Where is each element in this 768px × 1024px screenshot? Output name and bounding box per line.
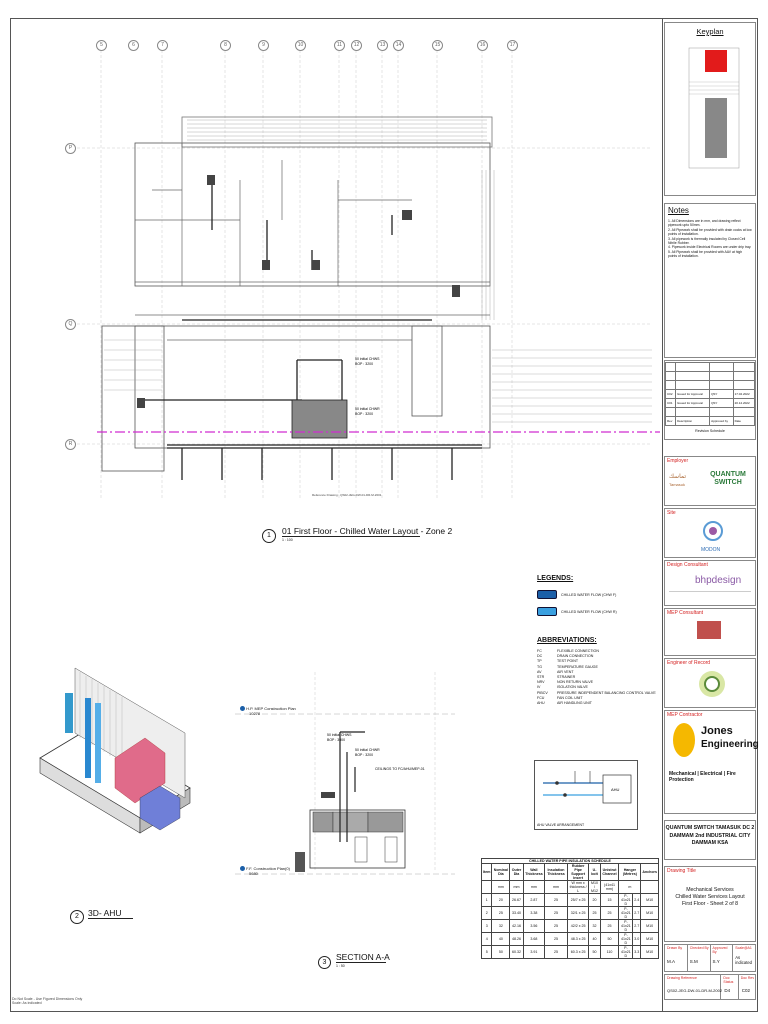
schedule-cell: P-41x21 D	[619, 920, 633, 933]
schedule-header: Nominal Dia	[492, 864, 510, 881]
schedule-row	[482, 894, 659, 907]
schedule-cell: 4	[482, 933, 492, 946]
view-title: SECTION A-A	[336, 952, 390, 962]
signoff-box	[664, 944, 756, 972]
insulation-schedule	[481, 858, 659, 959]
schedule-cell: P-41x21 D	[619, 933, 633, 946]
keyplan-drawing	[665, 36, 755, 186]
schedule-cell: 50	[492, 946, 510, 959]
mep-contractor-label: MEP Contractor	[667, 712, 703, 718]
schedule-cell: 25	[492, 907, 510, 920]
grid-bubble-row: P	[65, 143, 76, 154]
doc-rev: Doc Rev C02	[740, 976, 755, 993]
grid-bubble: 15	[432, 40, 443, 51]
schedule-cell: 2.7	[633, 920, 641, 933]
employer-label: Employer	[667, 458, 689, 464]
svg-text:MODON: MODON	[701, 547, 721, 553]
note-line: 1. All Dimensions are in mm, and drawing reflect pipework upto 50mm.	[668, 219, 741, 228]
schedule-cell: 2.4	[633, 894, 641, 907]
schedule-cell: P-41x21 D	[619, 946, 633, 959]
schedule-cell: 25/7 x 25	[567, 894, 589, 907]
schedule-unit: mm	[545, 881, 568, 894]
checked-by: Checked By S.M	[688, 945, 711, 971]
view-scale: 1 : 50	[336, 964, 345, 968]
abbreviation-item: IV ISOLATION VALVE	[537, 685, 588, 690]
drawing-title-line: Mechanical Services	[686, 887, 734, 893]
abbreviation-item: TG TEMPERATURE GAUGE	[537, 664, 598, 669]
footer-note: Do Not Scale - Use Figured Dimensions Only Scale: As indicated	[12, 997, 83, 1005]
project-box	[664, 820, 756, 860]
drawing-ref-box	[664, 974, 756, 1000]
schedule-cell: 33.40	[510, 907, 523, 920]
plan-chws-bop: BOP : 3200	[355, 362, 374, 366]
section-pipe2-bop: BOP : 3200	[355, 753, 374, 757]
abbreviation-item: AHU AIR HANDLING UNIT	[537, 701, 592, 706]
legend-item: CHILLED WATER FLOW (CHW F)	[537, 590, 657, 599]
schedule-cell: 3.56	[523, 920, 545, 933]
schedule-cell: 25	[600, 907, 619, 920]
site-label: Site	[667, 510, 676, 516]
schedule-cell: 3	[482, 920, 492, 933]
grid-bubble: 14	[393, 40, 404, 51]
schedule-cell: P-41x21 D	[619, 894, 633, 907]
grid-bubble: 7	[157, 40, 168, 51]
schedule-unit: m	[619, 881, 641, 894]
schedule-cell: 42/2 x 25	[567, 920, 589, 933]
schedule-cell: 5	[482, 946, 492, 959]
schedule-cell: M10	[641, 920, 659, 933]
schedule-cell: 3.3	[633, 946, 641, 959]
legend-item: CHILLED WATER FLOW (CHW R)	[537, 607, 657, 616]
keyplan-box	[664, 22, 756, 196]
grid-bubble-row: Q	[65, 319, 76, 330]
schedule-cell: 2.7	[633, 907, 641, 920]
design-consultant-box	[664, 560, 756, 606]
grid-bubble: 13	[377, 40, 388, 51]
contractor-brand-1: Jones	[701, 725, 733, 737]
notes-title: Notes	[668, 206, 689, 215]
view-number: 3	[318, 956, 331, 969]
schedule-cell: 25	[600, 920, 619, 933]
schedule-cell: M10	[641, 907, 659, 920]
engineer-label: Engineer of Record	[667, 660, 711, 666]
scale: Scale@A1 As indicated	[735, 946, 753, 965]
schedule-header: Item	[482, 864, 492, 881]
schedule-cell: 32	[492, 920, 510, 933]
drawing-title-line: First Floor - Sheet 2 of 8	[682, 901, 738, 907]
grid-bubble: 5	[96, 40, 107, 51]
abbreviation-item: STR STRAINER	[537, 675, 576, 680]
abbreviation-item: FCU FAN COIL UNIT	[537, 695, 583, 700]
schedule-row	[482, 933, 659, 946]
schedule-cell: 2	[482, 907, 492, 920]
schedule-cell: 42.16	[510, 920, 523, 933]
contractor-brand-2: Engineering	[701, 739, 759, 750]
schedule-unit: (41x41 mm)	[600, 881, 619, 894]
note-line: 5. All Pipework shall be provided with AAV at high points of installation.	[668, 249, 743, 259]
section-pipe2: 50 initial CHWR	[355, 748, 380, 752]
schedule-unit	[482, 881, 492, 894]
valve-detail	[534, 760, 638, 830]
section-pipe1: 50 initial CHWS	[327, 733, 352, 737]
schedule-cell: M10	[641, 894, 659, 907]
employer-latin: Tamasuk	[669, 482, 686, 487]
schedule-cell: 40	[492, 933, 510, 946]
abbreviations-list	[537, 649, 657, 706]
section-level-top: H.P. MEP Construction Plan 10278	[240, 706, 296, 716]
view-title-section	[318, 952, 408, 970]
section-level-bottom: F.F. Construction Plan(0) 5680	[240, 866, 290, 876]
schedule-header: U-bolt	[589, 864, 600, 881]
valve-detail-drawing	[535, 761, 637, 821]
valve-detail-ahu: AHU	[611, 787, 620, 792]
engineer-box	[664, 658, 756, 708]
notes-box	[664, 203, 756, 358]
drawn-by: Drawn By M.A	[665, 945, 688, 971]
schedule-unit: W mm x thickness / L	[567, 881, 589, 894]
project-line: DAMMAM 2nd INDUSTRIAL CITY	[669, 832, 751, 839]
site-logo	[693, 515, 733, 555]
grid-bubble: 12	[351, 40, 362, 51]
grid-bubble: 8	[220, 40, 231, 51]
schedule-header: Wall Thickness	[523, 864, 545, 881]
plan-chwr-label: 50 initial CHWR	[355, 407, 380, 411]
design-consultant-label: Design Consultant	[667, 562, 708, 568]
revision-caption: Revision Schedule	[695, 429, 725, 433]
schedule-header: Outer Dia	[510, 864, 523, 881]
abbreviation-item: AV AIR VENT	[537, 669, 574, 674]
schedule-row	[482, 946, 659, 959]
schedule-cell: 50	[600, 933, 619, 946]
schedule-header: Anchors	[641, 864, 659, 881]
revision-headers: Rev Description Approved by Date	[666, 417, 755, 426]
schedule-cell: 3.68	[523, 933, 545, 946]
revision-schedule	[664, 360, 756, 440]
legend	[537, 575, 657, 616]
legend-title: LEGENDS:	[537, 575, 574, 582]
schedule-cell: 40	[589, 933, 600, 946]
schedule-cell: 25	[545, 946, 568, 959]
abbreviation-item: NRV NON RETURN VALVE	[537, 680, 594, 685]
note-line: 4. Pipework inside Electrical Rooms are under drip tray.	[668, 245, 752, 250]
schedule-unit	[641, 881, 659, 894]
mep-consultant-label: MEP Consultant	[667, 610, 704, 616]
schedule-cell: 26.67	[510, 894, 523, 907]
schedule-cell: 60.3 x 25	[567, 946, 589, 959]
view-title: 01 First Floor - Chilled Water Layout - Zone 2	[282, 526, 453, 536]
iso-ahu-drawing	[30, 658, 200, 858]
note-line: 2. All Pipework shall be provided with drain cocks at low points of installation.	[668, 227, 752, 237]
schedule-cell: 25	[545, 907, 568, 920]
schedule-cell: M10	[641, 933, 659, 946]
doc-status: Doc Status D4	[721, 975, 738, 999]
schedule-header: Rubber Pipe Support Insert	[567, 864, 589, 881]
employer-brand: QUANTUM SWITCH	[710, 471, 746, 486]
schedule-unit: mm	[510, 881, 523, 894]
mep-consultant-box	[664, 608, 756, 656]
schedule-cell: 3.38	[523, 907, 545, 920]
schedule-cell: 20	[492, 894, 510, 907]
plan-drawing	[12, 20, 660, 540]
revision-row: C02 Issued for Approval QSY 17.02.2022	[666, 390, 755, 399]
project-line: QUANTUM SWITCH TAMASUK DC 2	[665, 825, 755, 831]
mep-contractor-box	[664, 710, 759, 814]
drawing-title-box	[664, 866, 756, 942]
view-number: 1	[262, 529, 276, 543]
abbreviations-title: ABBREVIATIONS:	[537, 637, 597, 644]
schedule-table	[481, 863, 659, 959]
schedule-cell: 20	[589, 894, 600, 907]
schedule-row	[482, 907, 659, 920]
schedule-cell: 25	[589, 907, 600, 920]
abbreviation-item: DC DRAIN CONNECTION	[537, 654, 594, 659]
schedule-cell: M10	[641, 946, 659, 959]
schedule-cell: 3.91	[523, 946, 545, 959]
schedule-unit: mm	[492, 881, 510, 894]
schedule-cell: 48.3 x 25	[567, 933, 589, 946]
site-box	[664, 508, 756, 558]
view-title: 3D- AHU	[88, 908, 122, 918]
contractor-logo-mark	[673, 723, 695, 757]
schedule-header: Insulation Thickness	[545, 864, 568, 881]
schedule-unit: mm	[523, 881, 545, 894]
schedule-cell: P-41x21 D	[619, 907, 633, 920]
grid-bubble: 9	[258, 40, 269, 51]
schedule-cell: 25	[545, 920, 568, 933]
schedule-row	[482, 920, 659, 933]
drawing-title-label: Drawing Title	[667, 868, 696, 874]
employer-arabic: تماسك	[669, 474, 687, 480]
schedule-cell: 1	[482, 894, 492, 907]
note-line: 3. All pipework is thermally insulated by Closed Cell Nitrile Rubber.	[668, 236, 746, 246]
plan-chwr-bop: BOP : 3200	[355, 412, 374, 416]
drawing-title-line: Chilled Water Services Layout	[675, 894, 745, 900]
abbreviation-item: PIBCV PRESSURE INDEPENDENT BALANCING CONTROL VALVE	[537, 690, 656, 695]
valve-detail-caption: AHU VALVE ARRANGEMENT	[537, 823, 585, 827]
keyplan-title: Keyplan	[696, 27, 724, 36]
section-pipe1-bop: BOP : 3000	[327, 738, 346, 742]
schedule-header: Hanger (Metres)	[619, 864, 641, 881]
schedule-cell: 32/1 x 25	[567, 907, 589, 920]
view-title-plan	[262, 526, 462, 546]
schedule-cell: 3.0	[633, 933, 641, 946]
engineer-logo	[697, 667, 727, 701]
schedule-unit: M10 / M12	[589, 881, 600, 894]
schedule-title: CHILLED WATER PIPE INSULATION SCHEDULE	[481, 858, 659, 863]
view-scale: 1 : 100	[282, 538, 293, 542]
schedule-header: Unistrut Channel	[600, 864, 619, 881]
schedule-cell: 32	[589, 920, 600, 933]
grid-bubble: 11	[334, 40, 345, 51]
grid-bubble: 17	[507, 40, 518, 51]
project-line: DAMMAM KSA	[691, 840, 729, 846]
section-pipe3: CEILINGS TO FC/AHU/MEP-01	[375, 767, 425, 771]
schedule-cell: 25	[545, 933, 568, 946]
abbreviation-item: TP TEST POINT	[537, 659, 579, 664]
approved-by: Approved By S.Y	[711, 945, 734, 971]
notes-list	[668, 219, 752, 259]
schedule-cell: 48.26	[510, 933, 523, 946]
plan-reference: Reference Drawing : QS02-JEG-DW-01-DR-M-2001	[312, 493, 382, 497]
mep-consultant-logo	[697, 621, 721, 639]
schedule-cell: 15	[600, 894, 619, 907]
schedule-cell: 2.87	[523, 894, 545, 907]
design-consultant-logo: bhpdesign	[695, 575, 742, 586]
plan-chws-label: 50 initial CHWS	[355, 357, 380, 361]
view-title-iso	[70, 908, 150, 924]
employer-box	[664, 456, 756, 506]
view-number: 2	[70, 910, 84, 924]
revision-row: C01 Issued for Approval QSY 20.12.2022	[666, 399, 755, 408]
schedule-cell: 60.32	[510, 946, 523, 959]
schedule-cell: 25	[545, 894, 568, 907]
abbreviations	[537, 637, 657, 706]
grid-bubbles	[0, 0, 660, 60]
grid-bubble-row: R	[65, 439, 76, 450]
schedule-cell: 50	[589, 946, 600, 959]
grid-bubble: 10	[295, 40, 306, 51]
contractor-disciplines: Mechanical | Electrical | Fire Protection	[669, 771, 736, 783]
abbreviation-item: FC FLEXIBLE CONNECTION	[537, 649, 599, 653]
grid-bubble: 16	[477, 40, 488, 51]
schedule-cell: 110	[600, 946, 619, 959]
drawing-reference: Drawing Reference QS02-JEG-DW-01-DR-M-2002	[665, 975, 721, 999]
grid-bubble: 6	[128, 40, 139, 51]
